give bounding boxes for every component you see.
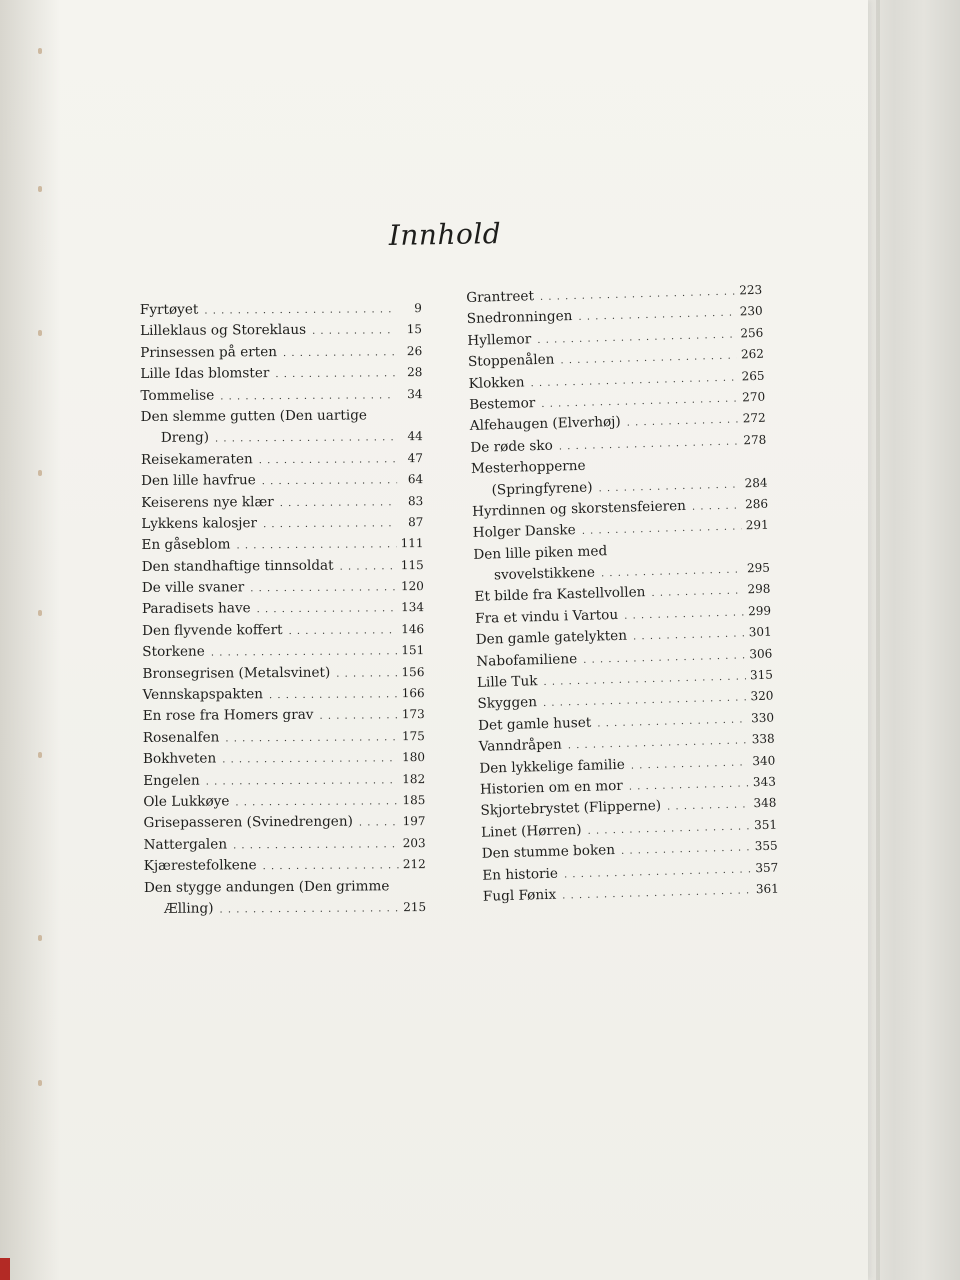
dot-leader [340,561,397,572]
dot-leader [597,714,747,729]
toc-entry-title: Stoppenålen [467,351,555,371]
dot-leader [633,629,745,643]
binding-thread [38,470,42,476]
toc-entry-page: 173 [401,707,425,722]
toc-entry-title: Ole Lukkøye [143,793,230,810]
dot-leader [564,864,752,880]
toc-entry-page: 185 [402,792,426,808]
toc-entry [142,642,424,665]
toc-entry-title: Bokhveten [142,750,217,768]
toc-entry-title: Nabofamiliene [476,650,578,670]
toc-entry-title: Fra et vindu i Vartou [474,606,619,627]
dot-leader [560,351,737,367]
toc-entry-page: 343 [752,774,777,790]
toc-entry-title: Fugl Fønix [482,886,557,905]
toc-entry-title: svovelstikkene [493,564,596,584]
toc-entry [143,813,425,836]
toc-entry [142,664,424,687]
toc-entry-page: 28 [407,365,423,380]
toc-entry-page: 299 [747,603,772,619]
toc-entry [141,407,423,430]
toc-entry-page: 357 [755,860,779,875]
toc-entry-page: 182 [402,771,426,786]
toc-entry [140,343,422,366]
toc-entry-page: 265 [741,368,765,383]
toc-entry-page: 348 [753,795,777,811]
toc-entry-title: Lilleklaus og Storeklaus [139,322,307,340]
dot-leader [537,329,736,346]
toc-entry-title: Den flyvende koffert [142,621,283,639]
toc-entry-title: Den lykkelige familie [479,756,625,777]
toc-right-column [466,282,779,910]
toc-entry-page: 272 [742,411,766,426]
toc-entry-page: 44 [407,429,423,444]
dot-leader [667,800,750,813]
toc-entry-title: Vennskapspakten [142,686,264,704]
dot-leader [624,607,744,621]
toc-entry-title: Holger Danske [472,522,576,542]
toc-entry-title: Den stygge andungen (Den grimme [143,877,390,896]
toc-entry [142,621,424,644]
toc-entry-title: Klokken [468,373,525,392]
toc-entry-title: Keiserens nye klær [141,493,274,511]
dot-leader [236,540,396,552]
toc-entry [143,792,425,815]
toc-entry-title: Fyrtøyet [139,301,199,318]
dot-leader [582,522,742,537]
toc-entry-page: 111 [400,536,424,551]
dot-leader [598,479,740,494]
toc-entry-page: 166 [401,686,425,701]
red-cover-corner [0,1258,10,1280]
toc-entry-page: 223 [739,282,763,298]
toc-entry-title: Bestemor [468,395,536,413]
toc-entry [140,364,422,387]
dot-leader [319,711,397,723]
toc-entry [142,578,424,601]
toc-entry-title: Ælling) [164,900,214,917]
toc-entry-title: En gåseblom [141,536,231,554]
toc-entry [140,386,422,409]
toc-entry-title: Den stumme boken [481,842,616,862]
dot-leader [312,326,396,338]
toc-entry [141,535,423,558]
dot-leader [559,436,740,452]
dot-leader [262,475,397,487]
dot-leader [530,372,737,389]
toc-entry-page: 203 [402,835,426,850]
toc-entry-page: 180 [402,750,426,765]
toc-entry-title: Nattergalen [143,836,228,853]
toc-entry [140,321,422,344]
toc-entry [144,835,426,858]
toc-entry-title: En historie [482,865,559,884]
toc-entry-page: 330 [750,710,775,726]
toc-entry-title: Grantreet [466,288,535,306]
toc-entry-page: 64 [407,472,424,487]
toc-entry-title: Den slemme gutten (Den uartige [140,407,367,425]
toc-entry [143,685,425,708]
toc-entry-page: 83 [407,493,424,508]
dot-leader [627,415,739,429]
toc-entry-title: Mesterhopperne [470,457,586,478]
page-title: Innhold [388,217,502,252]
dot-leader [601,564,743,579]
toc-entry-title: Den standhaftige tinnsoldat [141,557,334,575]
toc-entry-title: Storkene [142,643,205,661]
toc-entry-page: 9 [414,301,422,316]
toc-entry [143,706,425,729]
toc-entry-page: 15 [406,322,423,337]
dot-leader [289,625,398,637]
dot-leader [257,604,397,616]
toc-entry-title: Lille Idas blomster [140,365,270,383]
toc-entry-page: 197 [402,814,426,829]
dot-leader [263,860,399,872]
toc-entry [140,300,422,323]
dot-leader [283,347,396,359]
dot-leader [235,796,398,808]
toc-entry [142,557,424,580]
toc-entry-page: 26 [406,343,423,358]
binding-thread [38,48,42,54]
dot-leader [219,903,399,915]
toc-entry-page: 284 [744,475,768,490]
toc-entry-page: 361 [755,881,780,897]
toc-entry-page: 351 [753,817,778,832]
toc-entry-page: 151 [401,643,425,658]
toc-left-column [140,300,426,922]
toc-entry [142,599,424,622]
dot-leader [583,650,746,666]
toc-entry-title: Et bilde fra Kastellvollen [474,584,646,606]
dot-leader [587,821,750,837]
dot-leader [280,497,398,509]
dot-leader [204,304,396,316]
dot-leader [206,775,399,787]
toc-entry-page: 355 [754,838,778,854]
dot-leader [621,842,751,857]
toc-entry [141,428,423,451]
dot-leader [211,646,398,658]
toc-entry-page: 301 [748,624,772,640]
toc-entry-title: De ville svaner [141,579,245,597]
toc-entry [143,771,425,794]
dot-leader [336,668,397,679]
binding-thread [38,752,42,758]
dot-leader [225,732,398,744]
cover-shadow [876,0,880,1280]
toc-entry-title: Historien om en mor [479,777,624,798]
toc-entry-title: Grisepasseren (Svinedrengen) [143,813,353,832]
toc-entry-title: Den gamle gatelykten [475,627,628,649]
dot-leader [220,390,396,402]
toc-entry-page: 286 [744,496,769,512]
toc-entry-page: 295 [746,560,771,576]
toc-entry-page: 212 [402,857,426,872]
toc-entry-page: 270 [742,389,766,405]
dot-leader [543,693,747,710]
toc-entry [141,471,423,494]
toc-entry-title: Alfehaugen (Elverhøj) [469,414,621,435]
binding-thread [38,330,42,336]
toc-entry-title: Bronsegrisen (Metalsvinet) [142,664,331,682]
toc-entry-title: Skyggen [477,694,538,713]
toc-entry [143,749,425,772]
toc-entry-title: Paradisets have [141,600,251,618]
binding-thread [38,935,42,941]
toc-entry [141,514,423,537]
dot-leader [692,500,742,512]
dot-leader [259,454,397,466]
toc-entry-title: Skjortebrystet (Flipperne) [480,798,662,820]
toc-entry-title: De røde sko [470,437,554,456]
toc-entry-page: 120 [400,579,424,594]
dot-leader [269,689,398,701]
dot-leader [215,433,397,445]
toc-entry-title: Lykkens kalosjer [141,515,258,532]
dot-leader [222,753,398,765]
toc-entry [143,728,425,751]
spine-shadow [0,0,60,1280]
toc-entry-title: Den lille piken med [473,542,608,563]
toc-entry-title: Dreng) [160,429,210,447]
toc-entry [141,493,423,516]
dot-leader [540,286,736,302]
toc-entry-page: 256 [740,325,764,341]
toc-entry-page: 340 [752,753,776,768]
toc-entry-page: 34 [407,386,423,401]
dot-leader [578,308,736,323]
toc-entry-title: Lille Tuk [476,673,538,691]
toc-entry-page: 278 [743,432,767,448]
dot-leader [275,368,396,380]
toc-entry-page: 262 [740,346,765,362]
dot-leader [568,736,748,752]
dot-leader [562,885,752,901]
toc-entry-page: 306 [749,646,773,661]
toc-entry-page: 315 [749,667,774,683]
toc-entry-title: Linet (Hørren) [480,821,582,841]
toc-entry-title: Den lille havfrue [141,472,256,490]
dot-leader [631,757,749,771]
dot-leader [359,818,399,829]
toc-entry-title: Rosenalfen [142,729,220,746]
toc-entry-page: 146 [401,621,425,637]
toc-entry-title: (Springfyrene) [491,479,593,498]
toc-entry-page: 230 [739,304,763,319]
dot-leader [250,582,397,594]
binding-thread [38,1080,42,1086]
toc-entry-page: 134 [401,600,425,615]
dot-leader [543,671,746,688]
binding-thread [38,610,42,616]
binding-thread [38,186,42,192]
toc-entry-page: 215 [403,899,427,915]
toc-entry-title: Prinsessen på erten [140,343,278,361]
toc-entry [144,856,426,879]
dot-leader [651,586,743,600]
toc-entry-title: Vanndråpen [478,736,562,756]
toc-entry-title: Kjærestefolkene [143,857,257,875]
toc-entry-page: 320 [750,688,774,704]
toc-entry-page: 156 [401,664,425,679]
toc-entry-page: 47 [407,450,423,465]
toc-entry-title: Hyllemor [467,330,532,349]
dot-leader [541,393,738,409]
toc-entry-title: Snedronningen [466,308,573,328]
toc-entry [141,450,423,473]
toc-entry [144,899,426,922]
toc-entry-page: 87 [408,514,424,530]
dot-leader [629,778,749,792]
toc-entry-page: 291 [745,517,769,533]
toc-entry-title: Engelen [143,772,200,789]
toc-entry-title: Det gamle huset [477,714,592,734]
toc-entry-page: 115 [400,557,424,572]
toc-entry-page: 338 [751,731,775,747]
toc-entry [144,878,426,901]
toc-entry-page: 298 [747,582,771,597]
toc-entry-title: Hyrdinnen og skorstensfeieren [471,497,687,520]
toc-entry-title: Tommelise [140,387,215,404]
toc-entry-title: Reisekameraten [140,450,253,468]
toc-entry-page: 175 [401,728,425,743]
toc-entry-title: En rose fra Homers grav [142,707,314,725]
dot-leader [233,839,399,851]
dot-leader [263,518,397,530]
